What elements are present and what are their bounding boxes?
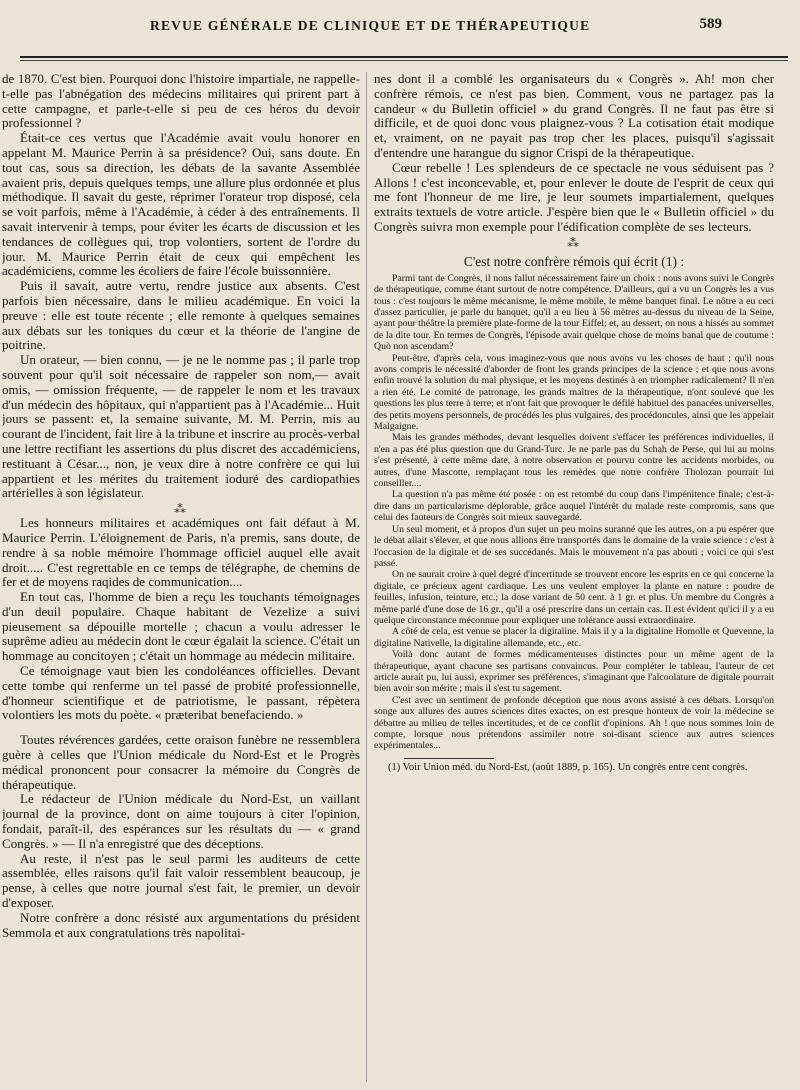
running-header: [0, 14, 800, 44]
paragraph: Cœur rebelle ! Les splendeurs de ce spectacle ne vous séduisent pas ? Allons ! c'est inconcevable, et, pour enlever le doute de l'esprit de ceux qui me font l'honneur de me lire, je leur soumets impartialement, quelques extraits textuels de votre article. J'espère bien que le « Bulletin officiel » du Congrès suivra mon exemple pour l'édification complète de ses lecteurs.: [374, 159, 774, 234]
page-number: 589: [699, 16, 722, 32]
quoted-article: [374, 273, 774, 752]
paragraph: Au reste, il n'est pas le seul parmi les auditeurs de cette assemblée, elles raisons qu'il fait valoir ressemblent beaucoup, je pense, à celles que notre journal s'est fait, le premier, un devoir d'exposer.: [2, 850, 360, 911]
left-column: [2, 72, 360, 1082]
paragraph: Notre confrère a donc résisté aux argumentations du président Semmola et aux congratulations très napolitai-: [2, 909, 360, 940]
journal-title: REVUE GÉNÉRALE DE CLINIQUE ET DE THÉRAPEUTIQUE: [150, 18, 591, 33]
footnote: (1) Voir Union méd. du Nord-Est, (août 1889, p. 165). Un congrès entre cent congrès.: [388, 761, 748, 773]
quote-paragraph: On ne saurait croire à quel degré d'incertitude se trouvent encore les esprits en ce qui concerne la digitale, ce précieux agent cardiaque. Les uns veulent employer la plante en nature : poudre de feuilles, infusion, teinture, etc.; la dose variant de 50 cent. à 1 gr. et plus. Un membre du Congrès a même parlé d'une dose de 16 gr., qu'il a osé prescrire dans un certain cas. Il est évident qu'ici il y a eu quelque circonstance méconnue pour expliquer une tolérance aussi extraordinaire.: [374, 569, 774, 626]
quote-paragraph: Mais les grandes méthodes, devant lesquelles doivent s'effacer les préférences individuelles, il n'en a pas été plus question que du Grand-Turc. Je ne parle pas du Schah de Perse, qui lui au moins s'est présenté, à cette même date, à notre observation et pourvu contre les accidents morbides, ou autres, d'une Mascotte, remplaçant tous les remèdes que notre confrère Tholozan pourrait lui conseiller....: [374, 432, 774, 490]
section-asterism: ⁂: [174, 502, 188, 517]
section-asterism: ⁂: [567, 235, 581, 250]
paragraph: Était-ce ces vertus que l'Académie avait voulu honorer en appelant M. Maurice Perrin à sa présidence? Oui, sans doute. En tout cas, sous sa direction, les débats de la savante Assemblée avaient pris, depuis quelques temps, une allure plus ordonnée et plus méthodique. Il savait du geste, réprimer l'orateur trop disposé, cela se voit parfois, même à l'Académie, à céder à des entraînements. Il savait intervenir à temps, pour éviter les écarts de discussion et les tendances de collègues qui, trop volontiers, sortent de l'ordre du jour. M. Maurice Perrin était de ceux qui empêchent les académiciens, comme les écoliers de faire l'école buissonnière.: [2, 130, 360, 279]
quote-paragraph: Voilà donc autant de formes médicamenteuses distinctes pour un même agent de la thérapeutique, ayant chacune ses partisans convaincus. Pour compléter le tableau, l'auteur de cet article aurait pu, lui aussi, exprimer ses préférences, s'imaginant que l'alcoolature de digitale pourrait bien avoir son mérite ; mais il s'est tu sagement.: [374, 649, 774, 695]
quote-paragraph: Peut-être, d'après cela, vous imaginez-vous que nous avons vu les choses de haut ; qu'il nous avons compris le nécessité d'aborder de front les grands principes de la science ; et que nous avons enfin trouvé la solution du mal physique, et les moyens destinés à en triompher radicalement? Il n'en a rien été. Le comité de patronage, les grands maîtres de la thérapeutique, n'ont soulevé que les questions les plus terre à terre; et n'ont fait que provoquer le défilé habituel des panacées universelles, des petits moyens personnels, de procédés les plus vulgaires, des procédoncules, ainsi que les appelait Malgaigne.: [374, 352, 774, 433]
header-rule: [20, 56, 788, 58]
paragraph: de 1870. C'est bien. Pourquoi donc l'histoire impartiale, ne rappelle-t-elle pas l'abnégation des médecins militaires qui prirent part à cette campagne, et parle-t-elle si peu de ces héros du devoir professionnel ?: [2, 72, 360, 131]
header-rule-thin: [20, 60, 788, 61]
quote-paragraph: La question n'a pas même été posée : on est retombé du coup dans l'impénitence finale; c'est-à-dire dans un particularisme déplorable, grâce auquel l'intérêt du malade reste compromis, sans que celui des fauteurs de Congrès soit mieux sauvegardé.: [374, 489, 774, 524]
paragraph: Les honneurs militaires et académiques ont fait défaut à M. Maurice Perrin. L'éloignement de Paris, n'a premis, sans doute, de rendre à sa noble mémoire l'hommage officiel auquel elle avait droit..... C'est regrettable en ce temps de télégraphe, de chemins de fer et de moyens raqides de communication....: [2, 515, 360, 590]
paragraph: Puis il savait, autre vertu, rendre justice aux absents. C'est parfois bien nécessaire, dans le milieu académique. En voici la preuve : elle est toute récente ; elle remonte à quelques semaines aux débats sur les toniques du cœur et la théorie de l'angine de poitrine.: [2, 278, 360, 353]
paragraph: En tout cas, l'homme de bien a reçu les touchants témoignages d'un deuil populaire. Chaque habitant de Vezelize a suivi pieusement sa dépouille mortelle ; chacun a voulu adresser le suprême adieu au médecin dont le cœur égalait la science. C'était un hommage au concitoyen ; c'était un hommage au médecin militaire.: [2, 589, 360, 664]
quote-paragraph: Un seul moment, et à propos d'un sujet un peu moins suranné que les autres, on a pu espérer que le débat allait s'élever, et que nous allions être transportés dans le domaine de la vraie science : c'est à l'occasion de la digitale et de ses succédanés. Mais le mouvement n'a pas abouti ; voici ce qui s'est passé.: [374, 523, 774, 569]
paragraph: nes dont il a comblé les organisateurs du « Congrès ». Ah! mon cher confrère rémois, ce n'est pas bien. Comment, vous ne partagez pas la candeur « du Bulletin officiel » du grand Congrès. Il ne faut pas être si difficile, et de quoi donc vous plaignez-vous ? La cotisation était modique et, vraiment, on ne payait pas trop cher les places, puisqu'il s'agissait d'entendre une harangue du signor Crispi de la thérapeutique.: [374, 72, 774, 160]
paragraph: Le rédacteur de l'Union médicale du Nord-Est, un vaillant journal de la province, dont on aime toujours à citer l'opinion, fondait, paraît-il, des espérances sur les résultats du — « grand Congrès. » — Il n'a enregistré que des déceptions.: [2, 791, 360, 851]
quote-paragraph: C'est avec un sentiment de profonde déception que nous avons assisté à ces débats. Lorsqu'on songe aux allures des autres sciences dites exactes, on est presque honteux de voir la médecine se débattre au milieu de telles incertitudes, et de ce conflit d'opinions. Ah ! que nous sommes loin de compte, lorsque nous prétendons assimiler notre soi-disant science aux autres sciences expérimentales...: [374, 694, 774, 752]
quote-heading: C'est notre confrère rémois qui écrit (1) :: [463, 253, 685, 269]
paragraph: Ce témoignage vaut bien les condoléances officielles. Devant cette tombe qui renferme un tel passé de probité professionnelle, d'honneur scientifique et de patriotisme, le passant, répètera volontiers les mots du poète. « præteribat benefaciendo. »: [2, 663, 360, 723]
paragraph: Un orateur, — bien connu, — je ne le nomme pas ; il parle trop souvent pour qu'il soit nécessaire de rappeler son nom,— avait omis, — omission fréquente, — de rappeler le nom et les travaux d'un médecin des hôpitaux, qui n'appartient pas à l'Académie... Huit jours se passent: et, la semaine suivante, M. M. Perrin, mis au courant de l'incident, fait lire à la tribune et inscrire au procès-verbal une lettre rectifiant les assertions du plus discret des accadémiciens, restituant à César..., non, je veux dire à notre confrère ce qui lui appartient et les mérites du traitement ioduré des cardiopathies artérielles à son législateur.: [2, 352, 360, 501]
column-divider: [366, 72, 367, 1082]
quote-paragraph: A côté de cela, est venue se placer la digitaline. Mais il y a la digitaline Homolle et Quevenne, la digitaline Nativelle, la digitaline allemande, etc., etc.: [374, 626, 774, 649]
right-column: [374, 72, 774, 1084]
quote-paragraph: Parmi tant de Congrès, il nous fallut nécessairement faire un choix : nous avons suivi le Congrès de thérapeutique, comme étant surtout de notre compétence. D'ailleurs, qui a vu un Congrès les a vus tous : c'est toujours le même mécanisme, le même mobile, le même banquet final. Le nôtre a eu ceci d'assez particulier, je parle du banquet, qu'il a eu lieu à 56 mètres au-dessus du niveau de la Seine, ayant pour théâtre la première plate-forme de la tour Eiffel; et, au dessert, on nous a hissés au sommet de la dite tour. En termes de Congrès, l'épisode avait quelque chose de moins banal que de coutume : Quò non ascendam?: [374, 272, 774, 353]
paragraph: Toutes révérences gardées, cette oraison funèbre ne ressemblera guère à celles que l'Union médicale du Nord-Est et le Progrès médical prononcent pour consacrer la mémoire du Congrès de thérapeutique.: [2, 732, 360, 792]
footnote-rule: [404, 758, 494, 759]
